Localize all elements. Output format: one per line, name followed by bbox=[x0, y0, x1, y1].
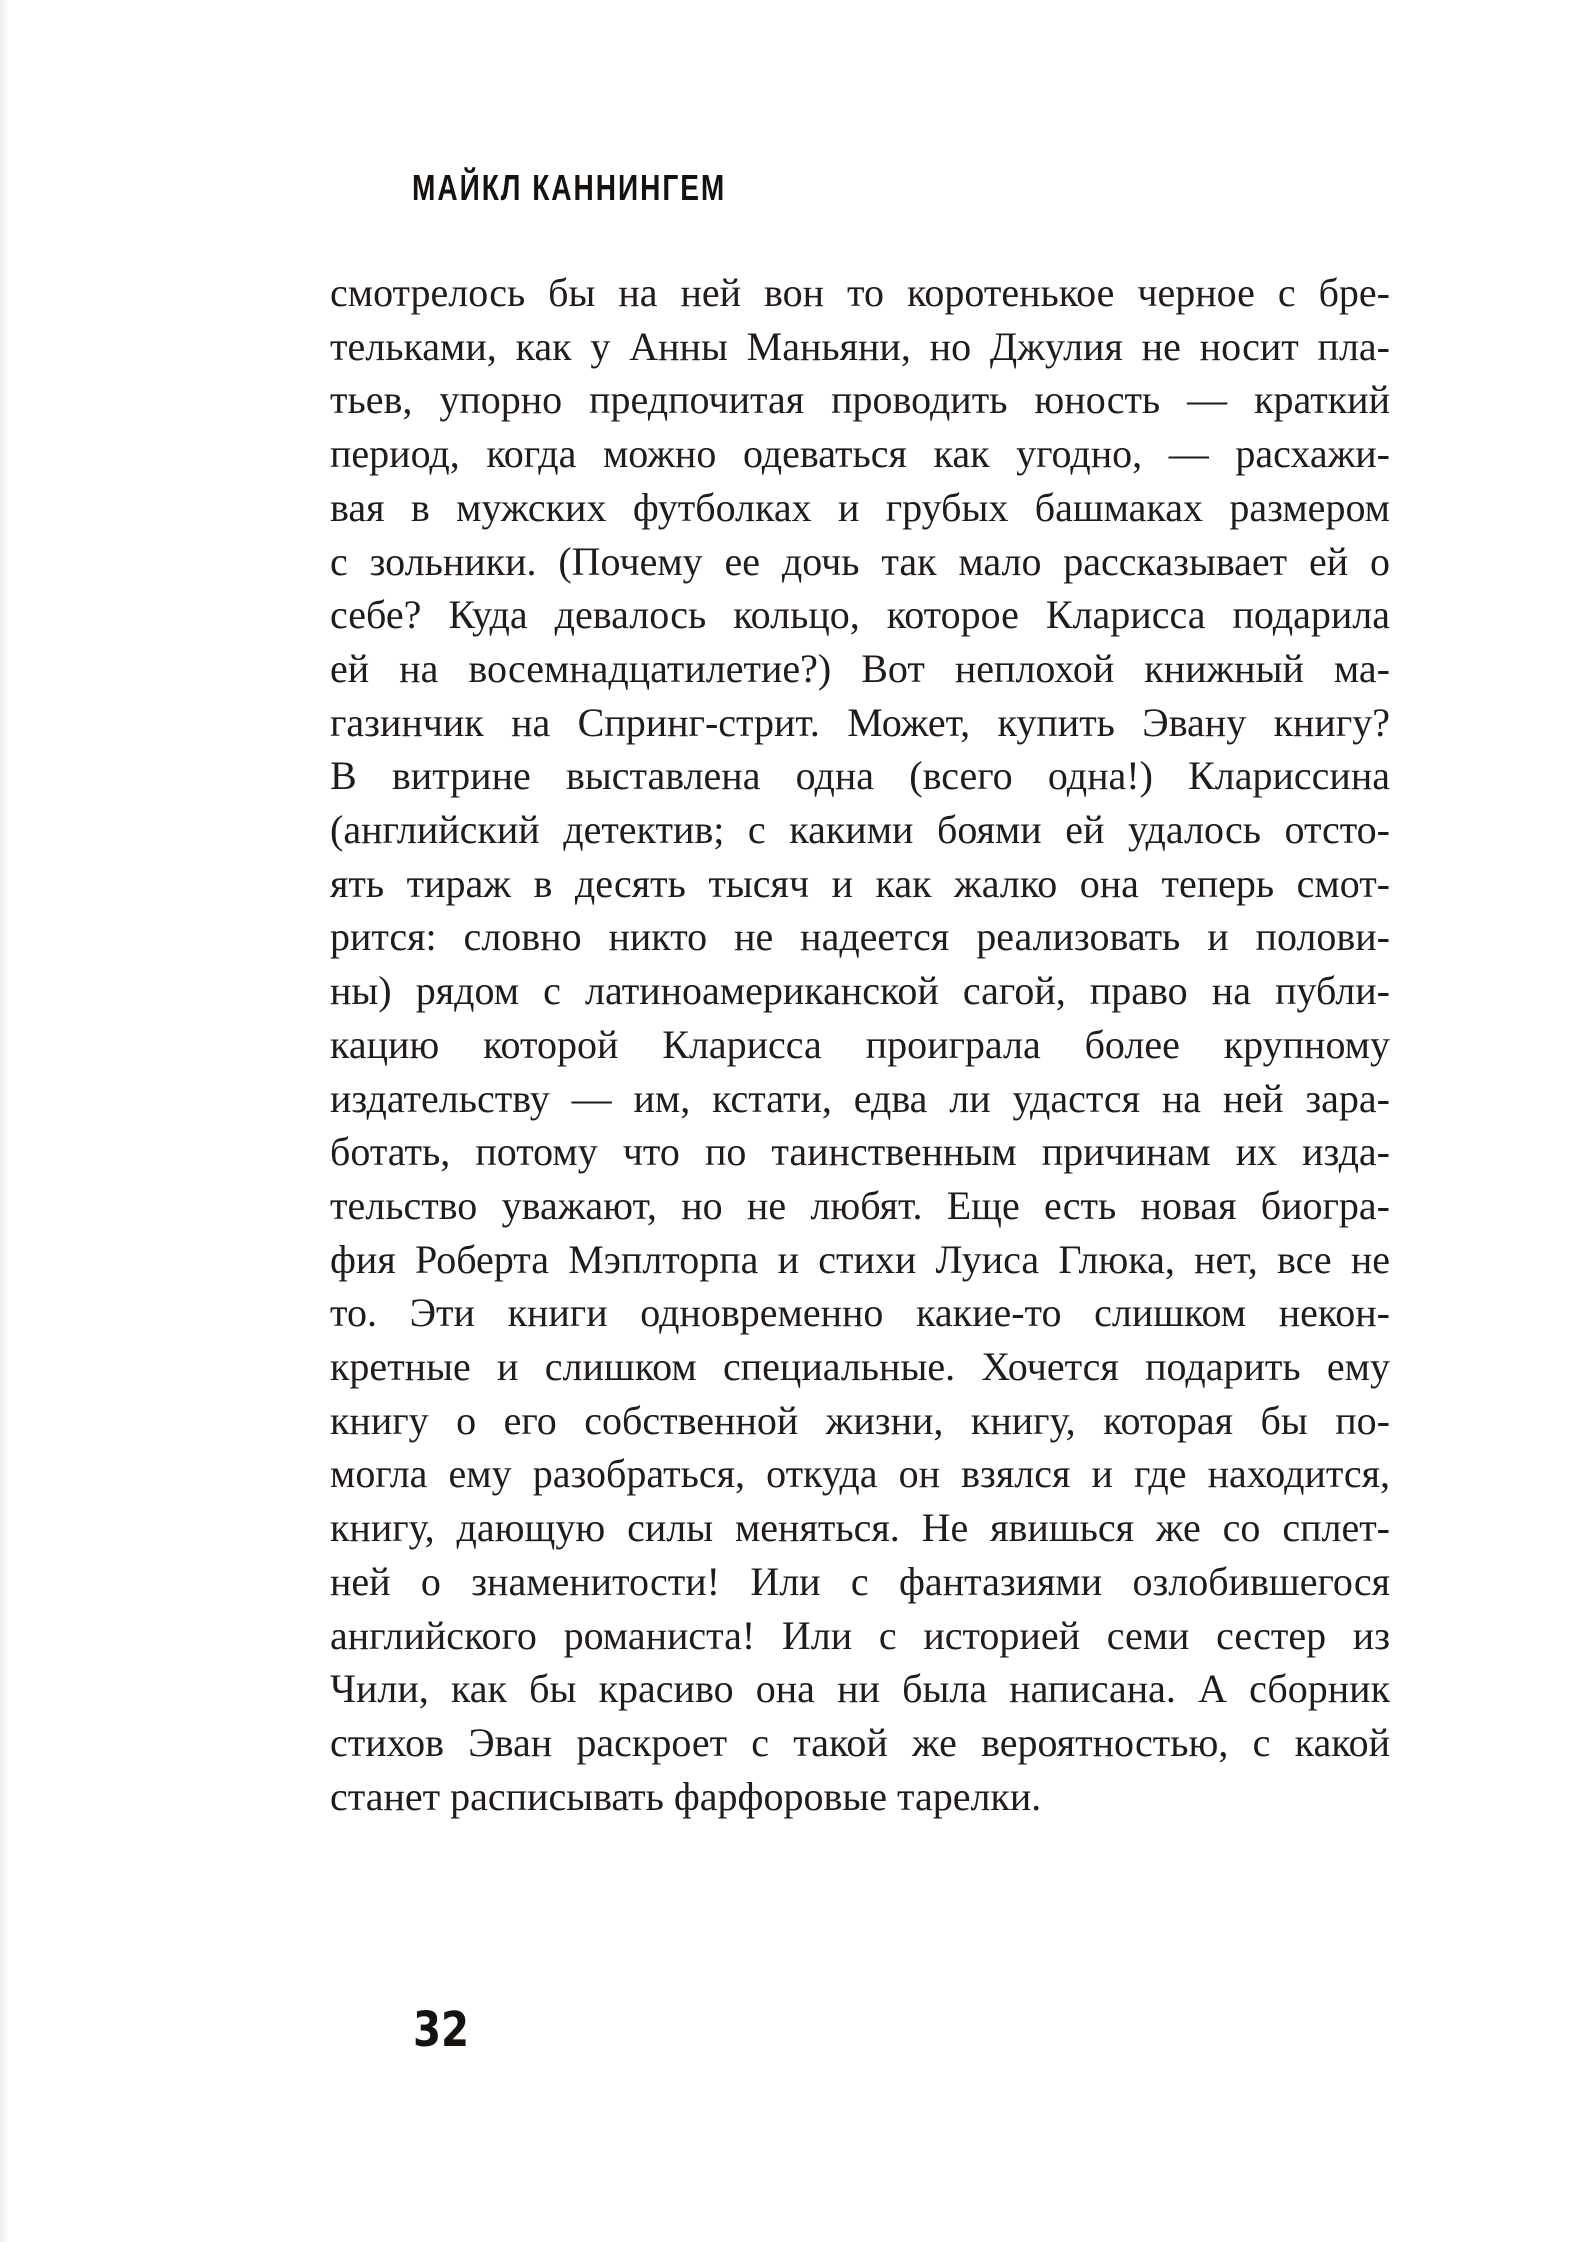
body-line: Чили, как бы красиво она ни была написана. А сборник bbox=[330, 1666, 1390, 1712]
body-line: кацию которой Кларисса проиграла более крупному bbox=[330, 1021, 1390, 1067]
body-line: вая в мужских футболках и грубых башмаках размером bbox=[330, 484, 1390, 530]
body-line: тьев, упорно предпочитая проводить юность — краткий bbox=[330, 377, 1390, 423]
body-line: рится: словно никто не надеется реализовать и полови- bbox=[330, 914, 1390, 960]
body-line: стихов Эван раскроет с такой же вероятностью, с какой bbox=[330, 1719, 1390, 1765]
body-line: ять тираж в десять тысяч и как жалко она теперь смот- bbox=[330, 860, 1390, 906]
body-line: ботать, потому что по таинственным причинам их изда- bbox=[330, 1129, 1390, 1175]
body-line: то. Эти книги одновременно какие-то слишком некон- bbox=[330, 1290, 1390, 1336]
body-text bbox=[330, 266, 1390, 1823]
body-line: тельками, как у Анны Маньяни, но Джулия не носит пла- bbox=[330, 323, 1390, 369]
body-line: книгу, дающую силы меняться. Не явишься же со сплет- bbox=[330, 1505, 1390, 1551]
body-line: газинчик на Спринг-стрит. Может, купить Эвану книгу? bbox=[330, 699, 1390, 745]
body-line: (английский детектив; с какими боями ей удалось отсто- bbox=[330, 807, 1390, 853]
body-line: тельство уважают, но не любят. Еще есть новая биогра- bbox=[330, 1182, 1390, 1228]
body-line: ны) рядом с латиноамериканской сагой, право на публи- bbox=[330, 968, 1390, 1014]
page-number: 32 bbox=[413, 2002, 470, 2058]
body-line: себе? Куда девалось кольцо, которое Кларисса подарила bbox=[330, 592, 1390, 638]
scan-edge bbox=[0, 0, 9, 2242]
body-line: издательству — им, кстати, едва ли удастся на ней зара- bbox=[330, 1075, 1390, 1121]
body-line: В витрине выставлена одна (всего одна!) Клариссина bbox=[330, 753, 1390, 799]
body-line: кретные и слишком специальные. Хочется подарить ему bbox=[330, 1344, 1390, 1390]
body-line: станет расписывать фарфоровые тарелки. bbox=[330, 1773, 1042, 1819]
body-line: ней о знаменитости! Или с фантазиями озлобившегося bbox=[330, 1558, 1390, 1604]
body-line: смотрелось бы на ней вон то коротенькое черное с бре- bbox=[330, 270, 1390, 315]
body-line: ей на восемнадцатилетие?) Вот неплохой книжный ма- bbox=[330, 645, 1390, 691]
running-head-author: МАЙКЛ КАННИНГЕМ bbox=[412, 167, 727, 208]
body-line: английского романиста! Или с историей семи сестер из bbox=[330, 1612, 1390, 1658]
body-line: фия Роберта Мэплторпа и стихи Луиса Глюка, нет, все не bbox=[330, 1236, 1390, 1282]
body-line: книгу о его собственной жизни, книгу, которая бы по- bbox=[330, 1397, 1390, 1443]
body-line: с зольники. (Почему ее дочь так мало рассказывает ей о bbox=[330, 538, 1390, 584]
body-line: могла ему разобраться, откуда он взялся и где находится, bbox=[330, 1451, 1390, 1497]
body-line: период, когда можно одеваться как угодно, — расхажи- bbox=[330, 431, 1390, 477]
